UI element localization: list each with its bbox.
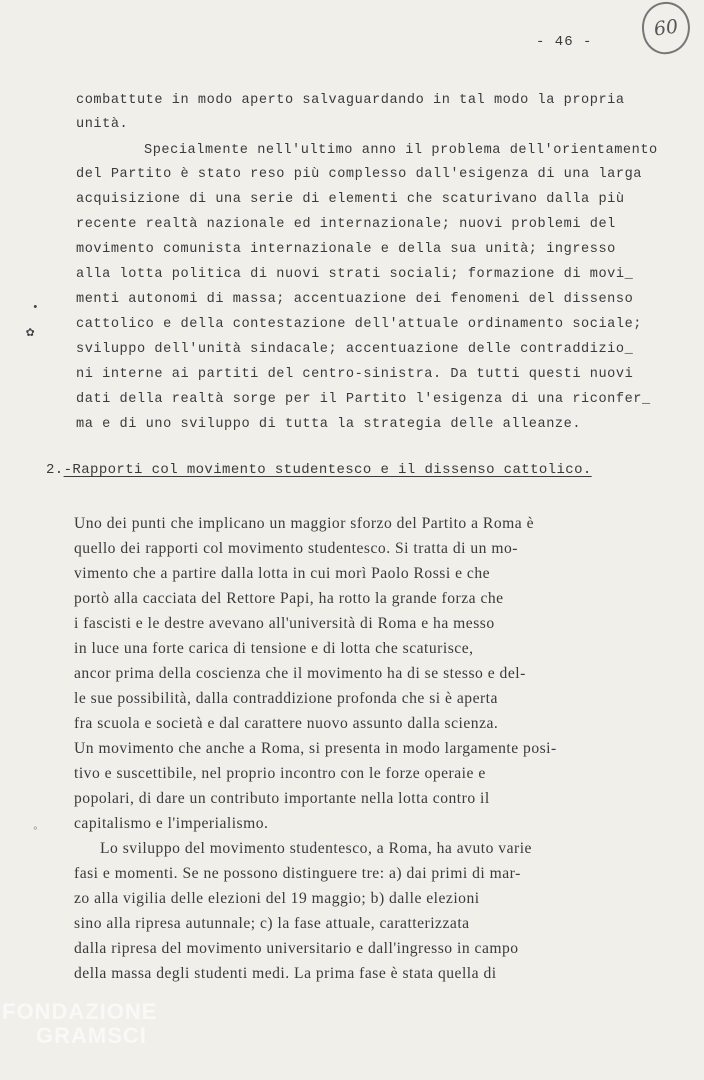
text-line: ma e di uno sviluppo di tutta la strategia delle alleanze.: [76, 417, 582, 432]
text-line: del Partito è stato reso più complesso dall'esigenza di una larga: [76, 167, 642, 182]
text-line: menti autonomi di massa; accentuazione dei fenomeni del dissenso: [76, 292, 634, 307]
section-title: -Rapporti col movimento studentesco e il dissenso cattolico.: [63, 462, 592, 478]
section-heading: [46, 462, 592, 478]
text-line: Specialmente nell'ultimo anno il problema dell'orientamento: [144, 143, 658, 158]
text-line: combattute in modo aperto salvaguardando in tal modo la propria: [76, 93, 625, 108]
margin-dot: °: [32, 826, 39, 838]
text-line: zo alla vigilia delle elezioni del 19 maggio; b) dalle elezioni: [74, 890, 480, 907]
text-line: fra scuola e società e dal carattere nuovo assunto dalla scienza.: [74, 715, 499, 732]
text-line: in luce una forte carica di tensione e di lotta che scaturisce,: [74, 640, 474, 657]
text-line: capitalismo e l'imperialismo.: [74, 815, 269, 832]
text-line: sviluppo dell'unità sindacale; accentuazione delle contraddizio_: [76, 342, 634, 357]
text-line: unità.: [76, 117, 129, 132]
section-number: 2.: [46, 462, 64, 478]
text-line: alla lotta politica di nuovi strati sociali; formazione di movi_: [76, 267, 634, 282]
text-line: Uno dei punti che implicano un maggior sforzo del Partito a Roma è: [74, 515, 534, 532]
archive-number-stamp: 60: [639, 0, 694, 57]
text-line: tivo e suscettibile, nel proprio incontro con le forze operaie e: [74, 765, 486, 782]
text-line: acquisizione di una serie di elementi che scaturivano dalla più: [76, 192, 625, 207]
archive-watermark: [2, 1000, 157, 1048]
text-line: quello dei rapporti col movimento studentesco. Si tratta di un mo-: [74, 540, 518, 557]
text-line: recente realtà nazionale ed internazionale; nuovi problemi del: [76, 217, 616, 232]
text-line: i fascisti e le destre avevano all'università di Roma e ha messo: [74, 615, 495, 632]
text-line: portò alla cacciata del Rettore Papi, ha rotto la grande forza che: [74, 590, 504, 607]
text-line: fasi e momenti. Se ne possono distinguere tre: a) dai primi di mar-: [74, 865, 521, 882]
text-line: le sue possibilità, dalla contraddizione profonda che si è aperta: [74, 690, 498, 707]
text-line: popolari, di dare un contributo importante nella lotta contro il: [74, 790, 490, 807]
text-line: Lo sviluppo del movimento studentesco, a Roma, ha avuto varie: [100, 840, 532, 857]
text-line: vimento che a partire dalla lotta in cui morì Paolo Rossi e che: [74, 565, 491, 582]
text-line: ni interne ai partiti del centro-sinistra. Da tutti questi nuovi: [76, 367, 634, 382]
margin-tick: ✿: [26, 325, 35, 341]
margin-dot: •: [32, 302, 39, 314]
text-line: della massa degli studenti medi. La prima fase è stata quella di: [74, 965, 497, 982]
text-line: cattolico e della contestazione dell'attuale ordinamento sociale;: [76, 317, 642, 332]
text-line: sino alla ripresa autunnale; c) la fase attuale, caratterizzata: [74, 915, 470, 932]
watermark-line-2: GRAMSCI: [36, 1023, 147, 1048]
text-line: dati della realtà sorge per il Partito l'esigenza di una riconfer_: [76, 392, 651, 407]
text-line: Un movimento che anche a Roma, si presenta in modo largamente posi-: [74, 740, 557, 757]
text-line: dalla ripresa del movimento universitario e dall'ingresso in campo: [74, 940, 519, 957]
text-line: movimento comunista internazionale e della sua unità; ingresso: [76, 242, 616, 257]
watermark-line-1: FONDAZIONE: [2, 999, 158, 1024]
text-line: ancor prima della coscienza che il movimento ha di se stesso e del-: [74, 665, 526, 682]
page-number: - 46 -: [536, 34, 593, 50]
